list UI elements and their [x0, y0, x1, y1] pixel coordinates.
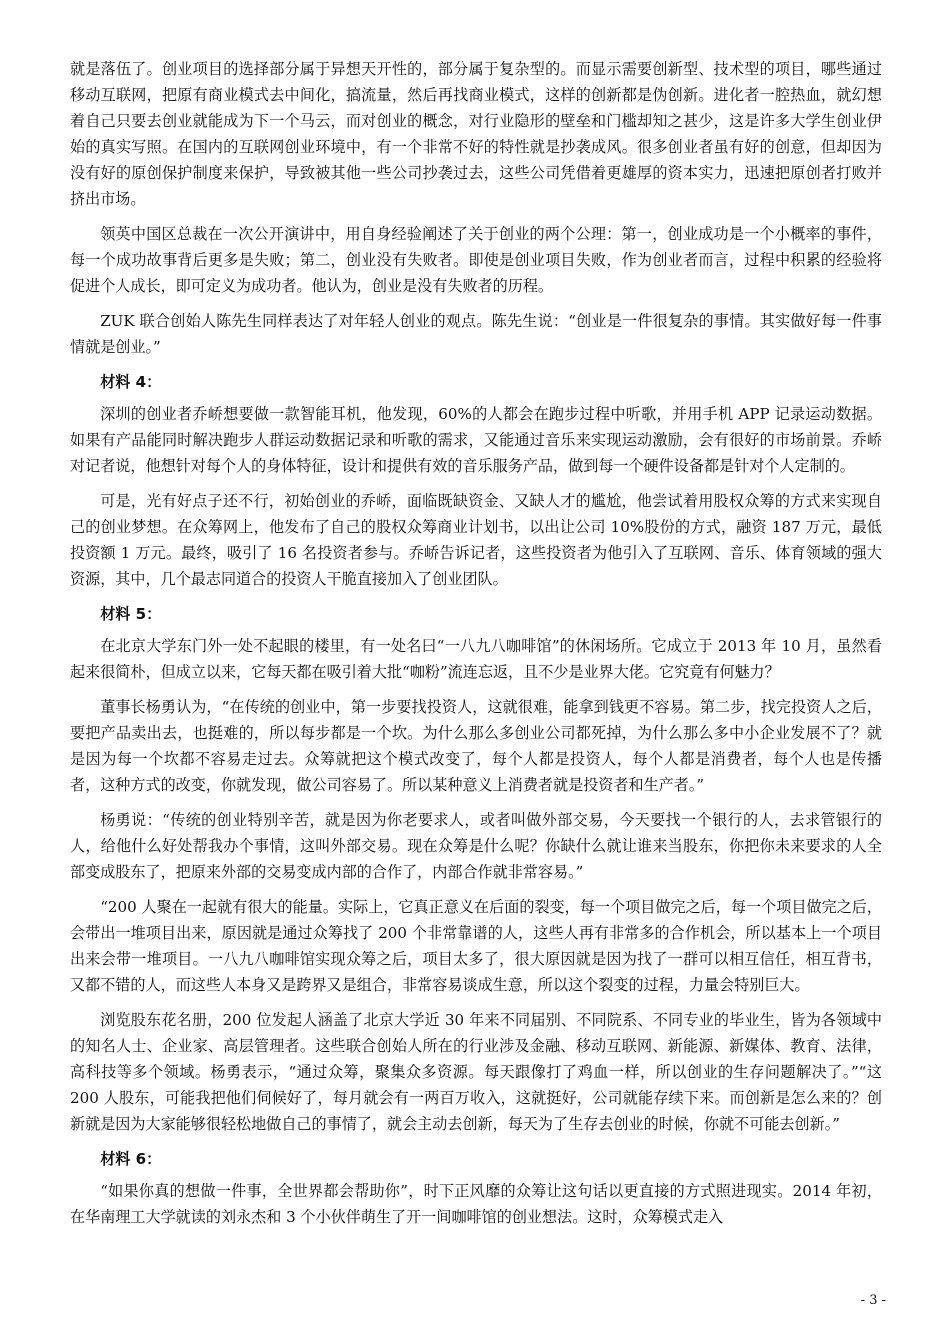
paragraph: 就是落伍了。创业项目的选择部分属于异想天开性的，部分属于复杂型的。而显示需要创新型、技术型的项目，哪些通过移动互联网，把原有商业模式去中间化，搞流量，然后再找商业模式，这样的创新都是伪创新。进化者一腔热血，就幻想着自己只要去创业就能成为下一个马云，而对创业的概念，对行业隐形的壁垒和门槛却知之甚少，这是许多大学生创业伊始的真实写照。在国内的互联网创业环境中，有一个非常不好的特性就是抄袭成风。很多创业者虽有好的创意，但却因为没有好的原创保护制度来保护，导致被其他一些公司抄袭过去，这些公司凭借着更雄厚的资本实力，迅速把原创者打败并挤出市场。 — [70, 60, 882, 208]
paragraph: 深圳的创业者乔峤想要做一款智能耳机，他发现，60%的人都会在跑步过程中听歌，并用手机 APP 记录运动数据。如果有产品能同时解决跑步人群运动数据记录和听歌的需求，又能通过音乐来实现运动激励，会有很好的市场前景。乔峤对记者说，他想针对每个人的身体特征，设计和提供有效的音乐服务产品，做到每一个硬件设备都是针对个人定制的。 — [70, 405, 882, 475]
paragraph: 在北京大学东门外一处不起眼的楼里，有一处名曰“一八九八咖啡馆”的休闲场所。它成立于 2013 年 10 月，虽然看起来很简朴，但成立以来，它每天都在吸引着大批“咖粉”流连忘返，且不少是业界大佬。它究竟有何魅力？ — [70, 637, 882, 681]
paragraph: 可是，光有好点子还不行，初始创业的乔峤，面临既缺资金、又缺人才的尴尬，他尝试着用股权众筹的方式来实现自己的创业梦想。在众筹网上，他发布了自己的股权众筹商业计划书，以出让公司 10%股份的方式，融资 187 万元，最低投资额 1 万元。最终，吸引了 16 名投资者参与。乔峤告诉记者，这些投资者为他引入了互联网、音乐、体育领域的强大资源，其中，几个最志同道合的投资人干脆直接加入了创业团队。 — [70, 492, 882, 588]
page-number: - 3 - — [860, 1293, 886, 1308]
section-heading-material-4: 材料 4： — [100, 373, 162, 391]
paragraph: 浏览股东花名册，200 位发起人涵盖了北京大学近 30 年来不同届别、不同院系、不同专业的毕业生，皆为各领域中的知名人士、企业家、高层管理者。这些联合创始人所在的行业涉及金融、移动互联网、新能源、新媒体、教育、法律，高科技等多个领域。杨勇表示，“通过众筹，聚集众多资源。每天跟像打了鸡血一样，所以创业的生存问题解决了。”“这 200 人股东，可能我把他们伺候好了，每月就会有一两百万收入，这就挺好，公司就能存续下来。而创新是怎么来的？创新就是因为大家能够很轻松地做自己的事情了，就会主动去创新，每天为了生存去创业的时候，你就不可能去创新。” — [70, 1011, 882, 1133]
paragraph: 领英中国区总裁在一次公开演讲中，用自身经验阐述了关于创业的两个公理：第一，创业成功是一个小概率的事件，每一个成功故事背后更多是失败；第二，创业没有失败者。即使是创业项目失败，作为创业者而言，过程中积累的经验将促进个人成长，即可定义为成功者。他认为，创业是没有失败者的历程。 — [70, 225, 882, 295]
paragraph: 董事长杨勇认为，“在传统的创业中，第一步要找投资人，这就很难，能拿到钱更不容易。第二步，找完投资人之后，要把产品卖出去，也挺难的，所以每步都是一个坎。为什么那么多创业公司都死掉，为什么那么多中小企业发展不了？就是因为每一个坎都不容易走过去。众筹就把这个模式改变了，每个人都是投资人，每个人都是消费者，每个人也是传播者，这种方式的改变，你就发现，做公司容易了。所以某种意义上消费者就是投资者和生产者。” — [70, 698, 882, 794]
section-heading-material-5: 材料 5： — [100, 605, 162, 623]
paragraph: ZUK 联合创始人陈先生同样表达了对年轻人创业的观点。陈先生说：“创业是一件很复杂的事情。其实做好每一件事情就是创业。” — [70, 312, 882, 356]
paragraph: “200 人聚在一起就有很大的能量。实际上，它真正意义在后面的裂变，每一个项目做完之后，每一个项目做完之后，会带出一堆项目出来，原因就是通过众筹找了 200 个非常靠谱的人，这些人再有非常多的合作机会，所以基本上一个项目出来会带一堆项目。一八九八咖啡馆实现众筹之后，项目太多了，很大原因就是因为找了一群可以相互信任，相互背书，又都不错的人，而这些人本身又是跨界又是组合，非常容易谈成生意，所以这个裂变的过程，力量会特别巨大。 — [70, 898, 882, 994]
paragraph: 杨勇说：“传统的创业特别辛苦，就是因为你老要求人，或者叫做外部交易，今天要找一个银行的人，去求管银行的人，给他什么好处帮我办个事情，这叫外部交易。现在众筹是什么呢？你缺什么就让谁来当股东，你把你未来要求的人全部变成股东了，把原来外部的交易变成内部的合作了，内部合作就非常容易。” — [70, 811, 882, 881]
section-heading-material-6: 材料 6： — [100, 1150, 162, 1168]
paragraph: “如果你真的想做一件事，全世界都会帮助你”，时下正风靡的众筹让这句话以更直接的方式照进现实。2014 年初，在华南理工大学就读的刘永杰和 3 个小伙伴萌生了开一间咖啡馆的创业想法。这时，众筹模式走入 — [70, 1182, 882, 1226]
document-body — [70, 56, 882, 1239]
